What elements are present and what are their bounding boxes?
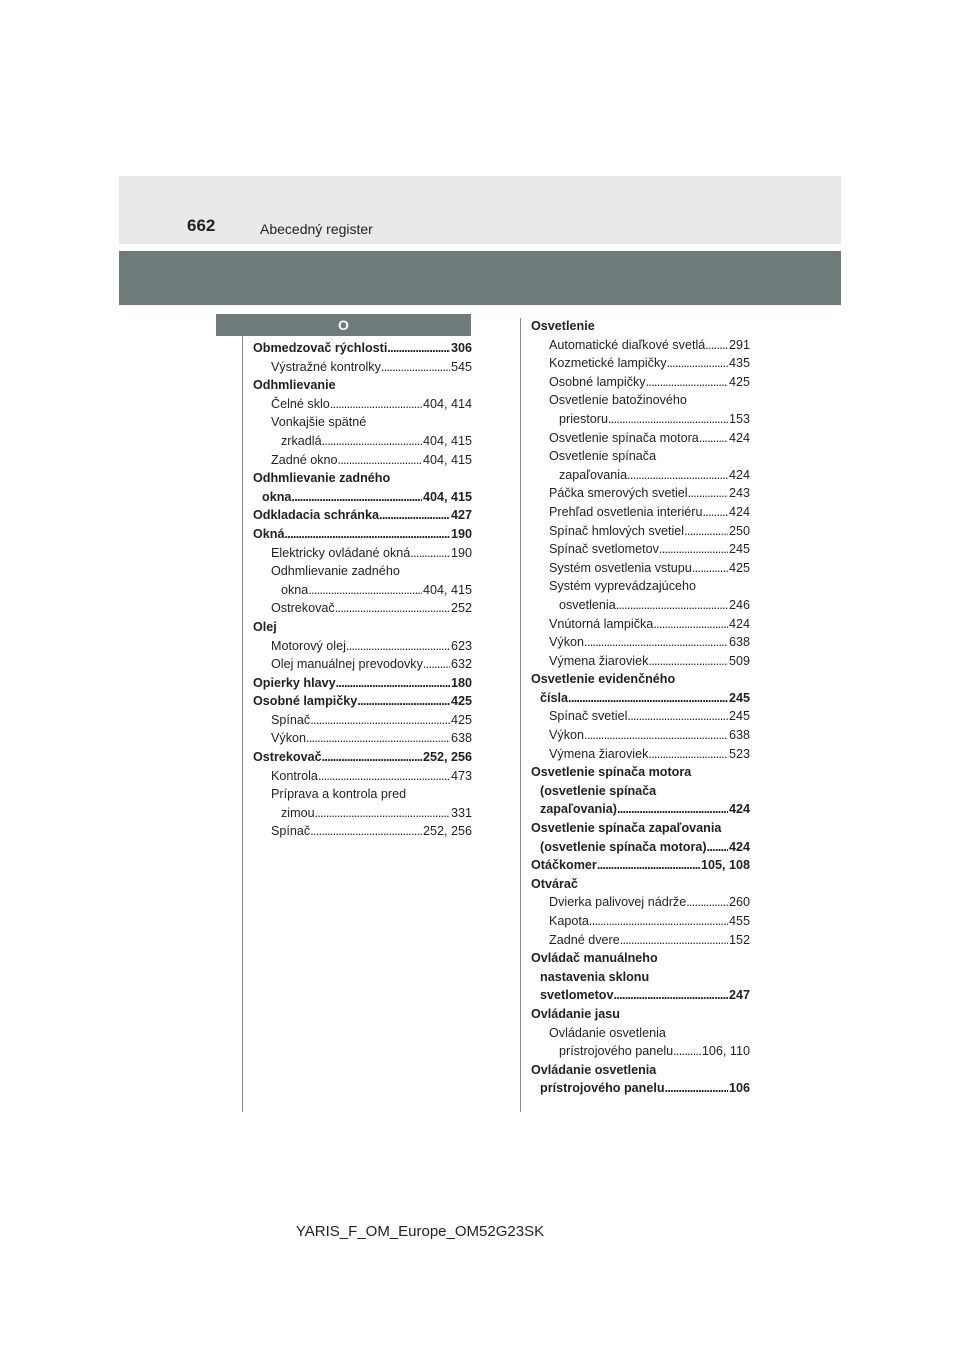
index-entry [531, 726, 750, 745]
index-entry [531, 559, 750, 578]
entry-term: Motorový olej [271, 638, 346, 653]
index-entry [531, 782, 750, 801]
index-entry [531, 763, 750, 782]
index-entry [531, 856, 750, 875]
index-entry [253, 469, 472, 488]
entry-term: Odhmlievanie zadného [253, 471, 391, 486]
index-entry [531, 1061, 750, 1080]
entry-term: prístrojového panelu [559, 1044, 674, 1059]
dot-leader [306, 729, 450, 748]
dot-leader [648, 745, 728, 764]
index-entry [253, 358, 472, 377]
dot-leader [653, 615, 728, 634]
index-entry [531, 615, 750, 634]
entry-page-ref: 252, 256 [422, 824, 472, 839]
index-entry [531, 336, 750, 355]
dot-leader [322, 432, 422, 451]
entry-term: Dvierka palivovej nádrže [549, 895, 687, 910]
entry-page-ref: 632 [450, 657, 472, 672]
entry-page-ref: 250 [728, 523, 750, 538]
index-entry [531, 838, 750, 857]
entry-page-ref: 509 [728, 653, 750, 668]
entry-page-ref: 245 [728, 690, 750, 705]
entry-page-ref: 545 [450, 359, 472, 374]
index-column-right [531, 317, 750, 1098]
dot-leader [597, 856, 700, 875]
dot-leader [617, 800, 728, 819]
index-entry [531, 652, 750, 671]
entry-term: Ovládanie jasu [531, 1006, 620, 1021]
dot-leader [659, 540, 728, 559]
entry-page-ref: 260 [728, 895, 750, 910]
index-entry [531, 391, 750, 410]
index-column-left [253, 339, 472, 841]
entry-term: Osvetlenie spínača motora [531, 765, 692, 780]
entry-term: okna [262, 489, 292, 504]
entry-term: Spínač svetlometov [549, 542, 659, 557]
entry-page-ref: 245 [728, 542, 750, 557]
entry-term: Vonkajšie spätné [271, 415, 367, 430]
entry-term: svetlometov [540, 988, 614, 1003]
entry-page-ref: 106 [728, 1081, 750, 1096]
index-entry [531, 931, 750, 950]
entry-page-ref: 291 [728, 337, 750, 352]
dot-leader [308, 581, 422, 600]
index-entry [253, 413, 472, 432]
section-title: Abecedný register [260, 221, 373, 237]
entry-term: Ovládač manuálneho [531, 951, 658, 966]
entry-term: zimou [281, 805, 315, 820]
document-code-footer [0, 1223, 960, 1241]
entry-page-ref: 252, 256 [422, 750, 472, 765]
entry-term: Systém vyprevádzajúceho [549, 579, 696, 594]
dot-leader [310, 711, 450, 730]
entry-term: Obmedzovač rýchlosti [253, 341, 388, 355]
entry-page-ref: 152 [728, 932, 750, 947]
entry-term: nastavenia sklonu [540, 969, 650, 984]
entry-page-ref: 425 [450, 694, 472, 709]
entry-term: Ovládanie osvetlenia [549, 1025, 666, 1040]
entry-term: okna [281, 582, 309, 597]
entry-page-ref: 523 [728, 746, 750, 761]
index-entry [531, 875, 750, 894]
dot-leader [318, 767, 450, 786]
entry-term: Osvetlenie spínača [549, 449, 657, 464]
index-entry [253, 451, 472, 470]
entry-term: Príprava a kontrola pred [271, 787, 407, 802]
index-entry [531, 912, 750, 931]
entry-term: osvetlenia [559, 597, 616, 612]
dot-leader [627, 707, 728, 726]
entry-term: prístrojového panelu [540, 1081, 665, 1096]
entry-term: Spínač hmlových svetiel [549, 523, 685, 538]
dot-leader [357, 692, 450, 711]
entry-term: (osvetlenie spínača [540, 783, 657, 798]
page-number: 662 [187, 216, 216, 235]
entry-page-ref: 435 [728, 356, 750, 371]
index-entry [531, 689, 750, 708]
entry-term: Spínač [271, 712, 311, 727]
entry-term: Výmena žiaroviek [549, 653, 649, 668]
entry-term: zrkadlá [281, 433, 322, 448]
index-entry [253, 804, 472, 823]
index-letter-tab: O [216, 314, 471, 336]
entry-term: Elektricky ovládané okná [271, 545, 411, 560]
dot-leader [627, 466, 728, 485]
dot-leader [665, 1079, 728, 1098]
dot-leader [589, 912, 728, 931]
index-entry [531, 986, 750, 1005]
entry-term: Osvetlenie [531, 319, 595, 333]
entry-page-ref: 638 [728, 635, 750, 650]
index-entry [531, 819, 750, 838]
entry-term: Osvetlenie spínača motora [549, 430, 699, 445]
column-divider-right [520, 318, 521, 1112]
entry-term: Čelné sklo [271, 396, 330, 411]
index-entry [531, 429, 750, 448]
index-entry [253, 525, 472, 544]
index-entry [531, 596, 750, 615]
entry-term: Spínač [271, 824, 311, 839]
dot-leader [699, 429, 728, 448]
dot-leader [387, 339, 450, 358]
entry-page-ref: 424 [728, 430, 750, 445]
dot-leader [684, 522, 728, 541]
entry-term: Okná [253, 526, 285, 541]
entry-term: Otvárač [531, 876, 578, 891]
entry-term: zapaľovania [559, 467, 628, 482]
entry-page-ref: 243 [728, 486, 750, 501]
entry-term: Zadné dvere [549, 932, 620, 947]
entry-page-ref: 623 [450, 638, 472, 653]
index-entry [531, 670, 750, 689]
entry-term: Osobné lampičky [253, 694, 358, 709]
dot-leader [330, 395, 422, 414]
dot-leader [568, 689, 728, 708]
dot-leader [688, 484, 728, 503]
dot-leader [584, 633, 728, 652]
entry-page-ref: 424 [728, 839, 750, 854]
index-entry [531, 466, 750, 485]
index-entry [531, 410, 750, 429]
entry-term: Výstražné kontrolky [271, 359, 381, 374]
dot-leader [646, 373, 728, 392]
dot-leader [310, 822, 422, 841]
index-entry [253, 376, 472, 395]
index-entry [531, 633, 750, 652]
index-entry [253, 395, 472, 414]
entry-term: Výmena žiaroviek [549, 746, 649, 761]
entry-page-ref: 638 [728, 728, 750, 743]
entry-term: Kontrola [271, 768, 318, 783]
entry-term: (osvetlenie spínača motora) [540, 839, 707, 854]
index-entry [253, 674, 472, 693]
entry-term: Olej manuálnej prevodovky [271, 657, 423, 672]
index-entry [253, 506, 472, 525]
entry-term: Odhmlievanie [253, 378, 336, 393]
dot-leader [410, 544, 450, 563]
dot-leader [667, 354, 728, 373]
entry-term: Ostrekovač [253, 750, 322, 765]
index-entry [253, 711, 472, 730]
entry-term: zapaľovania) [540, 802, 617, 817]
index-entry [253, 562, 472, 581]
dot-leader [608, 410, 728, 429]
entry-term: Prehľad osvetlenia interiéru [549, 504, 703, 519]
index-entry [531, 1024, 750, 1043]
entry-term: Zadné okno [271, 452, 338, 467]
entry-term: Automatické diaľkové svetlá [549, 337, 706, 352]
dot-leader [335, 599, 450, 618]
entry-term: Výkon [271, 731, 307, 746]
dot-leader [346, 637, 450, 656]
entry-term: Osobné lampičky [549, 374, 646, 389]
entry-page-ref: 247 [728, 988, 750, 1003]
entry-term: Páčka smerových svetiel [549, 486, 688, 501]
entry-page-ref: 404, 415 [422, 582, 472, 597]
dot-leader [423, 655, 450, 674]
dot-leader [703, 503, 728, 522]
entry-term: Osvetlenie spínača zapaľovania [531, 821, 722, 836]
dot-leader [322, 748, 422, 767]
dot-leader [584, 726, 728, 745]
entry-term: priestoru [559, 411, 608, 426]
entry-term: Výkon [549, 635, 585, 650]
index-entry [531, 522, 750, 541]
header-band [119, 176, 841, 244]
entry-page-ref: 404, 415 [422, 452, 472, 467]
column-divider-left [242, 336, 243, 1112]
index-entry [531, 1005, 750, 1024]
index-entry [531, 949, 750, 968]
entry-term: Spínač svetiel [549, 709, 628, 724]
header-dark-band [119, 251, 841, 305]
entry-page-ref: 473 [450, 768, 472, 783]
entry-term: čísla [540, 690, 569, 705]
index-entry [531, 447, 750, 466]
entry-page-ref: 427 [450, 508, 472, 523]
index-entry [531, 503, 750, 522]
entry-page-ref: 245 [728, 709, 750, 724]
index-entry [531, 893, 750, 912]
entry-page-ref: 424 [728, 802, 750, 817]
index-entry [531, 1079, 750, 1098]
dot-leader [315, 804, 450, 823]
entry-page-ref: 424 [728, 467, 750, 482]
dot-leader [692, 559, 728, 578]
index-entry [253, 655, 472, 674]
entry-page-ref: 425 [728, 560, 750, 575]
index-entry [531, 373, 750, 392]
entry-page-ref: 252 [450, 601, 472, 616]
dot-leader [620, 931, 728, 950]
index-entry [253, 748, 472, 767]
entry-page-ref: 638 [450, 731, 472, 746]
entry-term: Otáčkomer [531, 858, 597, 873]
entry-term: Osvetlenie batožinového [549, 393, 687, 408]
index-entry [253, 637, 472, 656]
index-entry [253, 767, 472, 786]
index-entry [253, 618, 472, 637]
entry-term: Osvetlenie evidenčného [531, 672, 676, 687]
entry-page-ref: 190 [450, 545, 472, 560]
index-entry [253, 785, 472, 804]
index-entry [253, 488, 472, 507]
entry-page-ref: 331 [450, 805, 472, 820]
entry-page-ref: 424 [728, 616, 750, 631]
index-entry [531, 968, 750, 987]
entry-page-ref: 153 [728, 411, 750, 426]
dot-leader [379, 506, 450, 525]
entry-page-ref: 425 [450, 712, 472, 727]
dot-leader [291, 488, 422, 507]
index-entry [253, 339, 472, 358]
entry-page-ref: 246 [728, 597, 750, 612]
dot-leader [686, 893, 728, 912]
entry-term: Odkladacia schránka [253, 508, 380, 523]
index-entry [253, 822, 472, 841]
entry-term: Kapota [549, 914, 589, 928]
dot-leader [705, 336, 728, 355]
entry-term: Kozmetické lampičky [549, 356, 667, 371]
dot-leader [285, 525, 450, 544]
dot-leader [616, 596, 728, 615]
entry-term: Opierky hlavy [253, 675, 336, 690]
index-entry [253, 544, 472, 563]
entry-term: Olej [253, 619, 277, 634]
index-entry [531, 577, 750, 596]
index-entry [531, 540, 750, 559]
dot-leader [381, 358, 450, 377]
entry-page-ref: 190 [450, 526, 472, 541]
index-entry [253, 581, 472, 600]
dot-leader [614, 986, 728, 1005]
entry-page-ref: 105, 108 [700, 858, 750, 873]
dot-leader [336, 674, 450, 693]
entry-page-ref: 424 [728, 504, 750, 519]
index-entry [531, 745, 750, 764]
entry-page-ref: 180 [450, 675, 472, 690]
index-entry [531, 707, 750, 726]
dot-leader [673, 1042, 701, 1061]
dot-leader [707, 838, 728, 857]
index-entry [531, 1042, 750, 1061]
index-entry [531, 800, 750, 819]
entry-page-ref: 455 [728, 914, 750, 928]
entry-page-ref: 404, 414 [422, 396, 472, 411]
entry-page-ref: 425 [728, 374, 750, 389]
index-entry [253, 432, 472, 451]
entry-term: Ostrekovač [271, 601, 335, 616]
entry-term: Odhmlievanie zadného [271, 564, 400, 579]
index-entry [531, 317, 750, 336]
doc-code: YARIS_F_OM_Europe_OM52G23SK [295, 1223, 545, 1240]
index-entry [531, 484, 750, 503]
index-entry [253, 692, 472, 711]
entry-term: Ovládanie osvetlenia [531, 1062, 657, 1077]
entry-term: Výkon [549, 728, 585, 743]
entry-page-ref: 404, 415 [422, 433, 472, 448]
index-entry [253, 729, 472, 748]
dot-leader [338, 451, 422, 470]
entry-page-ref: 404, 415 [422, 489, 472, 504]
index-entry [253, 599, 472, 618]
index-entry [531, 354, 750, 373]
entry-page-ref: 106, 110 [701, 1044, 750, 1059]
entry-term: Vnútorná lampička [549, 616, 654, 631]
entry-term: Systém osvetlenia vstupu [549, 560, 692, 575]
entry-page-ref: 306 [450, 341, 472, 355]
dot-leader [648, 652, 728, 671]
